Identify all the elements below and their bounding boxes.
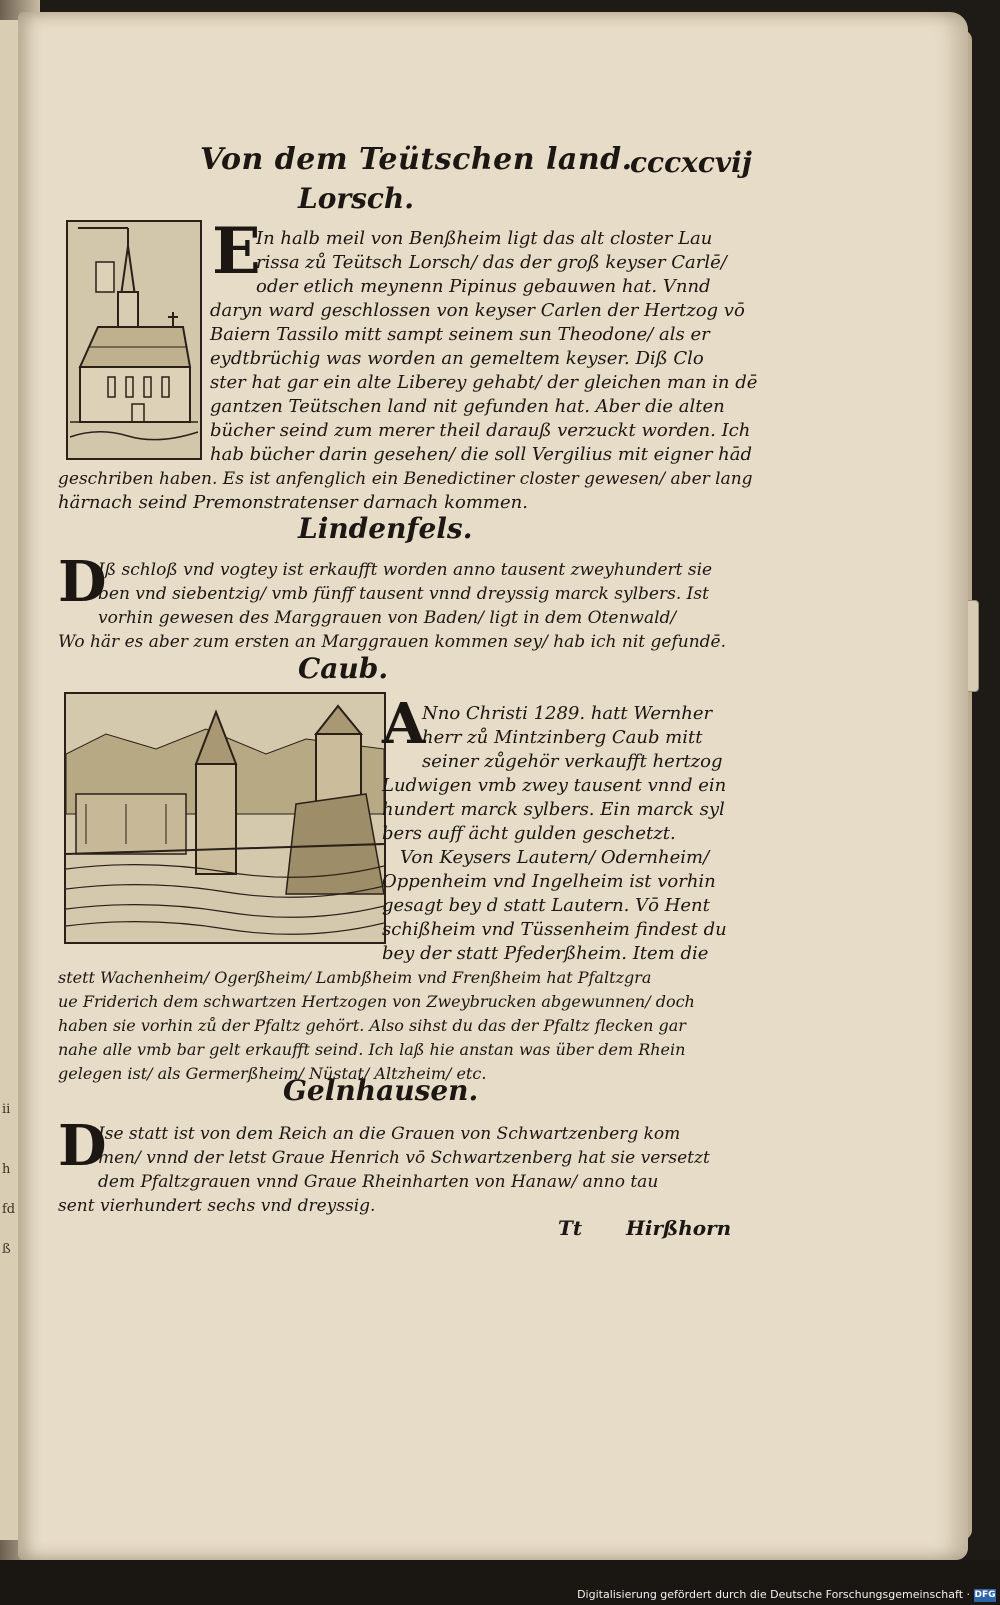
text-line: stett Wachenheim/ Ogerßheim/ Lambßheim vnd Frenßheim hat Pfaltzgra xyxy=(58,968,652,987)
text-line: Ludwigen vmb zwey tausent vnnd ein xyxy=(382,775,727,796)
text-line: Iß schloß vnd vogtey ist erkaufft worden anno tausent zweyhundert sie xyxy=(98,560,713,580)
text-line: men/ vnnd der letst Graue Henrich vō Schwartzenberg hat sie versetzt xyxy=(98,1148,710,1168)
section-heading-caub: Caub. xyxy=(298,652,389,685)
initial-letter-d: D xyxy=(58,549,107,615)
text-line: dem Pfaltzgrauen vnnd Graue Rheinharten von Hanaw/ anno tau xyxy=(98,1172,659,1192)
catchword: Hirßhorn xyxy=(626,1216,732,1240)
margin-fragment: ß xyxy=(2,1242,11,1257)
woodcut-caub-castle xyxy=(64,692,386,944)
credit-bar xyxy=(0,1560,1000,1605)
dfg-logo: DFG xyxy=(974,1590,996,1600)
initial-letter-d: D xyxy=(58,1113,107,1179)
text-line: gantzen Teütschen land nit gefunden hat. Aber die alten xyxy=(210,396,725,417)
church-illustration xyxy=(68,222,200,458)
margin-fragment: fd xyxy=(2,1202,16,1217)
text-line: Von Keysers Lautern/ Odernheim/ xyxy=(400,847,710,868)
text-line: oder etlich meynenn Pipinus gebauwen hat. Vnnd xyxy=(256,276,711,297)
text-line: ben vnd siebentzig/ vmb fünff tausent vnnd dreyssig marck sylbers. Ist xyxy=(98,584,709,604)
book-page xyxy=(18,12,968,1560)
section-heading-gelnhausen: Gelnhausen. xyxy=(283,1074,479,1107)
text-line: gesagt bey d statt Lautern. Vō Hent xyxy=(382,895,710,916)
text-line: Nno Christi 1289. hatt Wernher xyxy=(422,703,713,724)
text-line: hundert marck sylbers. Ein marck syl xyxy=(382,799,725,820)
text-line: gelegen ist/ als Germerßheim/ Nüstat/ Altzheim/ etc. xyxy=(58,1064,487,1083)
text-line: haben sie vorhin zů der Pfaltz gehört. Also sihst du das der Pfaltz flecken gar xyxy=(58,1016,686,1035)
text-line: nahe alle vmb bar gelt erkaufft seind. Ich laß hie anstan was über dem Rhein xyxy=(58,1040,686,1059)
text-line: In halb meil von Benßheim ligt das alt closter Lau xyxy=(256,228,713,249)
text-line: geschriben haben. Es ist anfenglich ein Benedictiner closter gewesen/ aber lang xyxy=(58,469,753,489)
text-line: hab bücher darin gesehen/ die soll Vergilius mit eigner hād xyxy=(210,444,752,465)
text-line: herr zů Mintzinberg Caub mitt xyxy=(422,727,703,748)
digitization-credit: Digitalisierung gefördert durch die Deutsche Forschungsgemeinschaft · xyxy=(577,1588,970,1601)
margin-fragment: h xyxy=(2,1162,11,1177)
page-title: Von dem Teütschen land. xyxy=(200,142,633,177)
text-line: eydtbrüchig was worden an gemeltem keyser. Diß Clo xyxy=(210,348,704,369)
text-line: härnach seind Premonstratenser darnach kommen. xyxy=(58,492,528,513)
text-line: seiner zůgehör verkaufft hertzog xyxy=(422,751,723,772)
text-line: Baiern Tassilo mitt sampt seinem sun Theodone/ als er xyxy=(210,324,710,345)
text-line: rissa zů Teütsch Lorsch/ das der groß keyser Carlē/ xyxy=(256,252,727,273)
text-line: bey der statt Pfederßheim. Item die xyxy=(382,943,709,964)
folio-number: cccxcvij xyxy=(630,146,752,179)
text-line: vorhin gewesen des Marggrauen von Baden/ ligt in dem Otenwald/ xyxy=(98,608,677,628)
text-line: ue Friderich dem schwartzen Hertzogen von Zweybrucken abgewunnen/ doch xyxy=(58,992,695,1011)
text-line: Ise statt ist von dem Reich an die Grauen von Schwartzenberg kom xyxy=(98,1124,681,1144)
text-line: ster hat gar ein alte Liberey gehabt/ der gleichen man in dē xyxy=(210,372,758,393)
text-line: Oppenheim vnd Ingelheim ist vorhin xyxy=(382,871,716,892)
woodcut-lorsch-church xyxy=(66,220,202,460)
text-line: Wo här es aber zum ersten an Marggrauen kommen sey/ hab ich nit gefundē. xyxy=(58,632,726,652)
section-heading-lorsch: Lorsch. xyxy=(298,182,415,215)
text-line: bers auff ächt gulden geschetzt. xyxy=(382,823,676,844)
section-heading-lindenfels: Lindenfels. xyxy=(298,512,473,545)
text-line: schißheim vnd Tüssenheim findest du xyxy=(382,919,727,940)
signature-mark: Tt xyxy=(558,1216,583,1240)
text-line: daryn ward geschlossen von keyser Carlen der Hertzog vō xyxy=(210,300,745,321)
text-line: sent vierhundert sechs vnd dreyssig. xyxy=(58,1196,376,1216)
initial-letter-a: A xyxy=(382,691,426,757)
text-line: bücher seind zum merer theil darauß verzuckt worden. Ich xyxy=(210,420,751,441)
castle-illustration xyxy=(66,694,384,942)
margin-fragment: ii xyxy=(2,1102,11,1117)
initial-letter-e: E xyxy=(212,214,261,289)
